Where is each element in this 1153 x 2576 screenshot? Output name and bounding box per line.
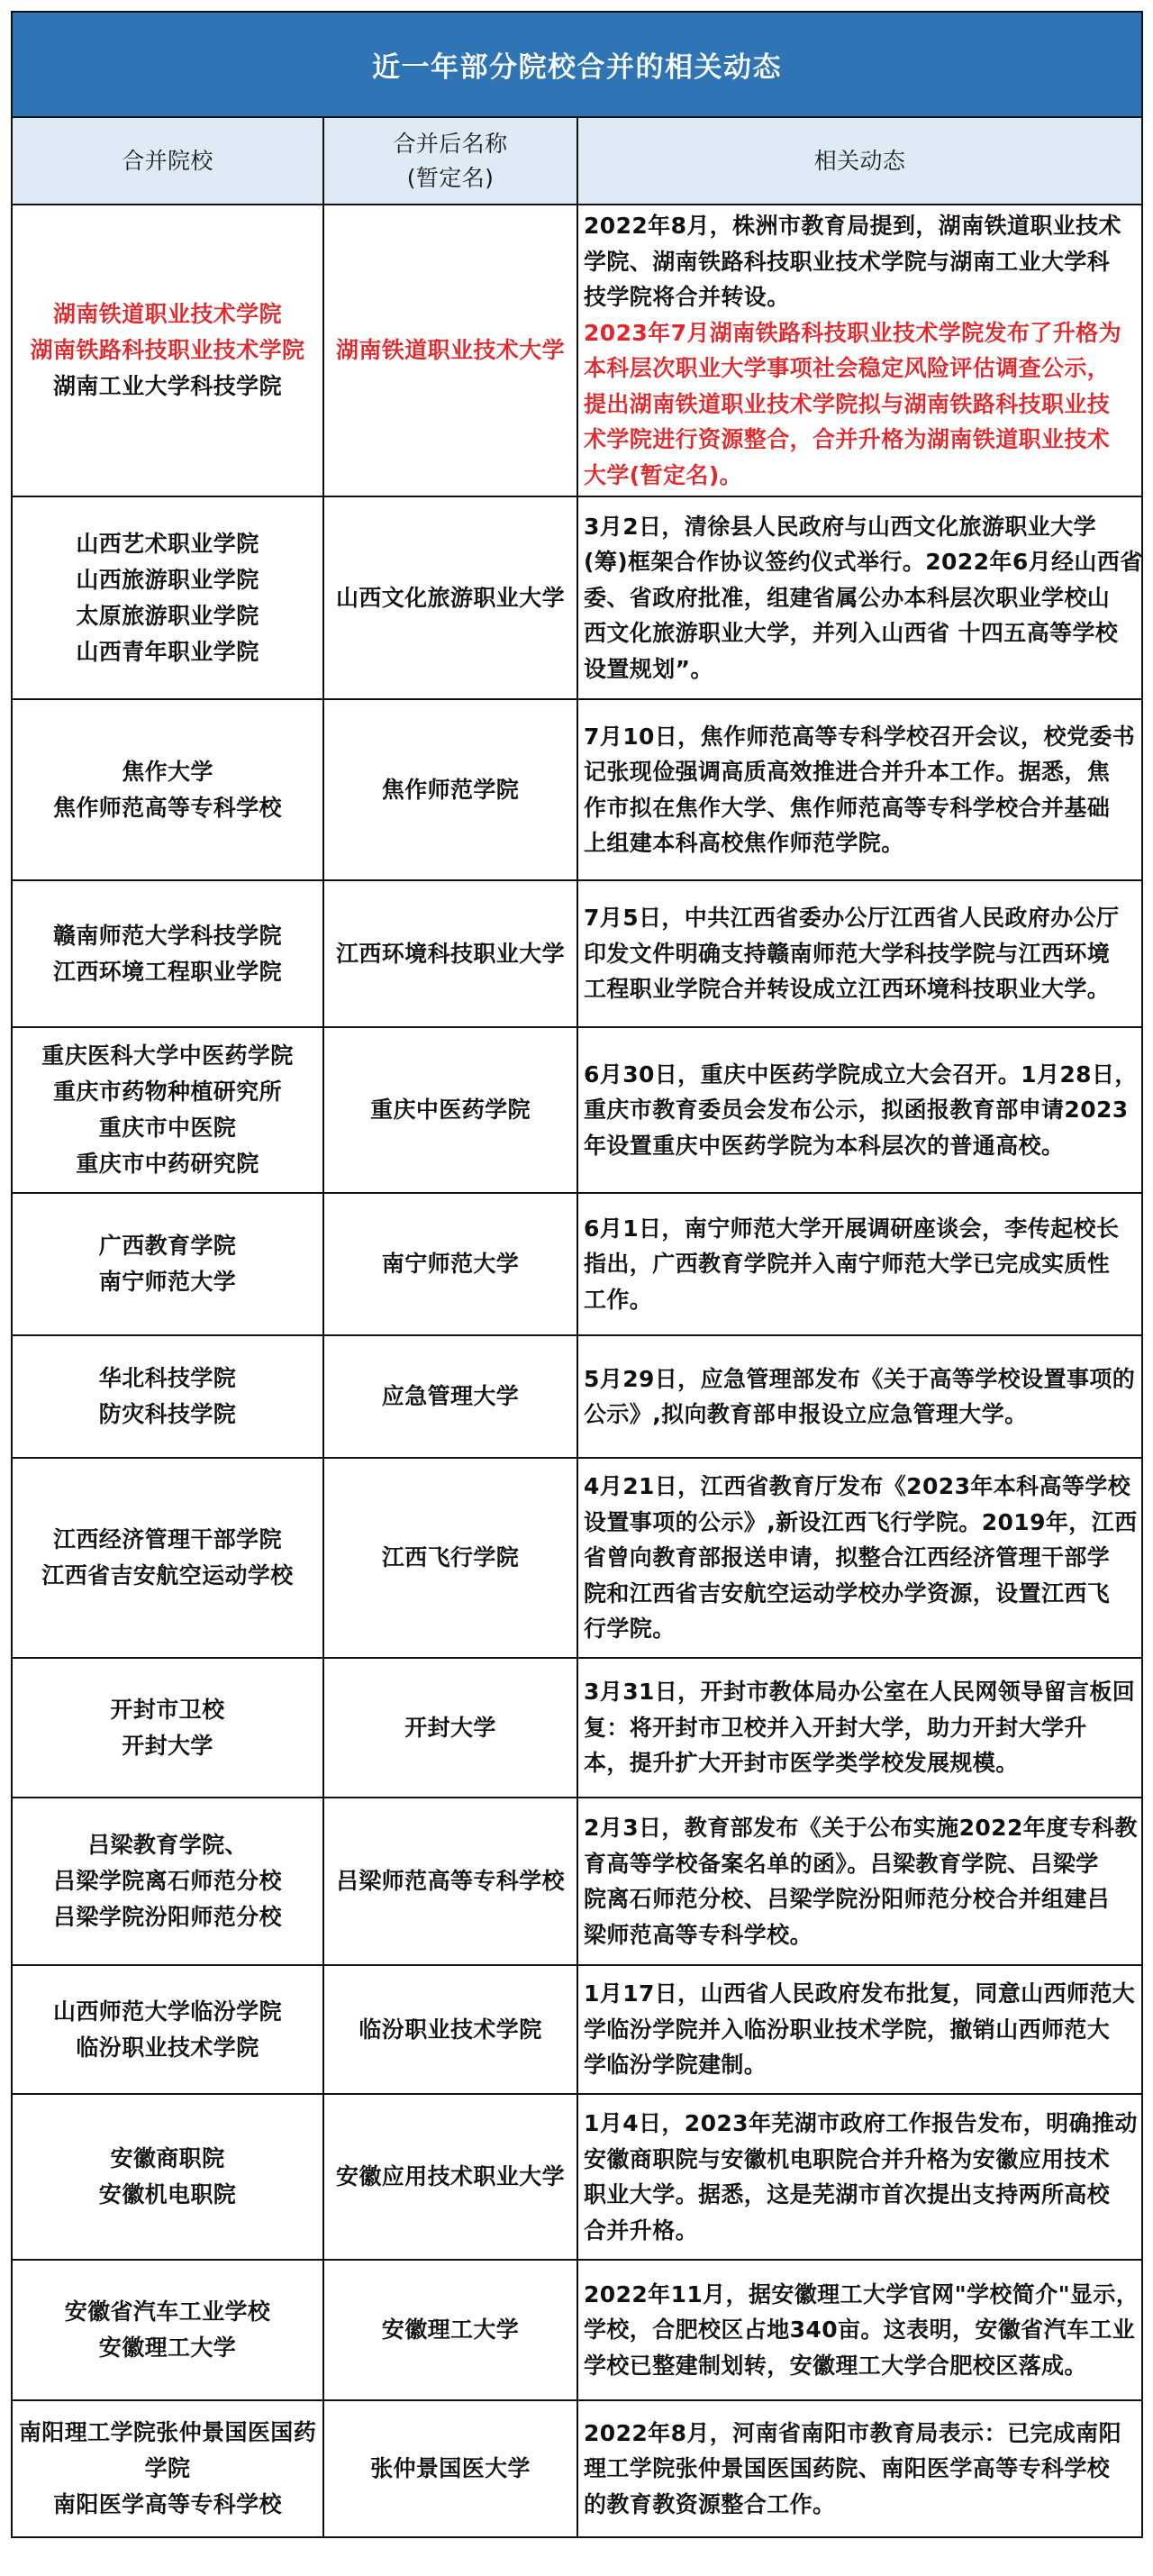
dynamics-line: 印发文件明确支持赣南师范大学科技学院与江西环境: [584, 940, 1111, 967]
dynamics-line: 设置事项的公示》,新设江西飞行学院。2019年，江西: [584, 1508, 1138, 1535]
merged-schools-cell: [12, 496, 323, 699]
dynamics-paragraph: [584, 1674, 1138, 1781]
dynamics-line: 院和江西省吉安航空运动学校办学资源，设置江西飞: [584, 1579, 1111, 1607]
dynamics-paragraph: [584, 208, 1138, 315]
school-name: 重庆市中医院: [98, 1115, 237, 1141]
dynamics-paragraph: [584, 1211, 1138, 1318]
merged-schools-cell: [12, 880, 323, 1027]
table-row: [12, 1335, 1142, 1458]
dynamics-cell: [577, 2260, 1142, 2400]
merged-name: 山西文化旅游职业大学: [335, 584, 565, 611]
merged-schools-cell: [12, 1965, 323, 2094]
school-name: 南宁师范大学: [98, 1269, 237, 1295]
dynamics-line: 2023年7月湖南铁路科技职业技术学院发布了升格为: [584, 319, 1121, 346]
school-name: 防灾科技学院: [98, 1401, 237, 1427]
table-row: [12, 2094, 1142, 2260]
merged-schools-cell: [12, 205, 323, 496]
dynamics-line: 2月3日，教育部发布《关于公布实施2022年度专科教: [584, 1815, 1138, 1841]
dynamics-line: 7月10日，焦作师范高等专科学校召开会议，校党委书: [584, 723, 1136, 750]
dynamics-line: 年设置重庆中医药学院为本科层次的普通高校。: [584, 1132, 1065, 1159]
merged-name-cell: [323, 2400, 577, 2537]
dynamics-line: 西文化旅游职业大学，并列入山西省 十四五高等学校: [584, 620, 1119, 647]
school-name: 山西师范大学临汾学院: [52, 1998, 282, 2025]
dynamics-cell: [577, 1658, 1142, 1798]
dynamics-line: 上组建本科高校焦作师范学院。: [584, 830, 904, 856]
merged-name: 焦作师范学院: [381, 776, 520, 803]
dynamics-cell: [577, 2094, 1142, 2260]
column-header-schools: [12, 117, 323, 205]
merged-name-cell: [323, 1798, 577, 1965]
merged-name: 南宁师范大学: [381, 1251, 520, 1277]
dynamics-line: 5月29日，应急管理部发布《关于高等学校设置事项的: [584, 1365, 1136, 1392]
school-name: 赣南师范大学科技学院: [52, 922, 282, 949]
dynamics-cell: [577, 1798, 1142, 1965]
merged-name: 应急管理大学: [381, 1383, 520, 1409]
table-row: [12, 699, 1142, 880]
table-row: [12, 496, 1142, 699]
merged-schools-cell: [12, 1798, 323, 1965]
dynamics-line: 6月1日，南宁师范大学开展调研座谈会，李传起校长: [584, 1215, 1120, 1242]
dynamics-line: 大学(暂定名)。: [584, 461, 743, 488]
merged-name-cell: [323, 1193, 577, 1335]
school-name: 江西环境工程职业学院: [52, 958, 282, 985]
dynamics-line: 1月4日，2023年芜湖市政府工作报告发布，明确推动: [584, 2110, 1138, 2136]
school-name: 重庆市中药研究院: [76, 1151, 259, 1177]
merged-name: 张仲景国医大学: [370, 2455, 531, 2481]
dynamics-paragraph: [584, 315, 1138, 494]
table-row: [12, 1458, 1142, 1658]
merged-schools-cell: [12, 1658, 323, 1798]
merged-name-cell: [323, 496, 577, 699]
table-row: [12, 1965, 1142, 2094]
school-merger-table: [11, 11, 1143, 2538]
dynamics-cell: [577, 1027, 1142, 1193]
dynamics-paragraph: [584, 719, 1138, 861]
school-name: 吕梁学院汾阳师范分校: [52, 1904, 282, 1930]
dynamics-line: 安徽商职院与安徽机电职院合并升格为安徽应用技术: [584, 2145, 1111, 2172]
dynamics-paragraph: [584, 1810, 1138, 1952]
column-header-merged-name-note: (暂定名): [406, 164, 495, 191]
dynamics-line: 6月30日，重庆中医药学院成立大会召开。1月28日，: [584, 1060, 1138, 1088]
merged-schools-cell: [12, 1027, 323, 1193]
dynamics-line: 7月5日，中共江西省委办公厅江西省人民政府办公厅: [584, 905, 1120, 932]
dynamics-line: 4月21日，江西省教育厅发布《2023年本科高等学校: [584, 1473, 1131, 1500]
dynamics-line: 3月2日，清徐县人民政府与山西文化旅游职业大学: [584, 513, 1096, 540]
column-header-dynamics-label: 相关动态: [813, 147, 906, 174]
dynamics-cell: [577, 2400, 1142, 2537]
dynamics-line: 工作。: [584, 1286, 653, 1313]
school-name: 山西艺术职业学院: [76, 530, 259, 557]
dynamics-paragraph: [584, 2277, 1138, 2384]
school-name: 华北科技学院: [98, 1365, 237, 1391]
table-row: [12, 205, 1142, 496]
merged-schools-cell: [12, 2260, 323, 2400]
school-name: 山西青年职业学院: [76, 638, 259, 665]
merged-name-cell: [323, 1027, 577, 1193]
dynamics-cell: [577, 1965, 1142, 2094]
merged-name: 重庆中医药学院: [370, 1097, 531, 1123]
dynamics-paragraph: [584, 1361, 1138, 1433]
merged-name-cell: [323, 2094, 577, 2260]
school-name: 安徽商职院: [110, 2145, 225, 2171]
table-title: 近一年部分院校合并的相关动态: [12, 12, 1142, 117]
school-name: 太原旅游职业学院: [76, 602, 259, 629]
merged-schools-cell: [12, 699, 323, 880]
merged-name: 江西飞行学院: [381, 1544, 520, 1570]
merged-name-cell: [323, 880, 577, 1027]
table-row: [12, 2260, 1142, 2400]
school-name: 广西教育学院: [98, 1233, 237, 1259]
dynamics-line: 学临汾学院建制。: [584, 2052, 767, 2079]
dynamics-line: 本科层次职业大学事项社会稳定风险评估调查公示，: [584, 355, 1111, 381]
school-name: 湖南铁路科技职业技术学院: [30, 337, 305, 363]
dynamics-paragraph: [584, 1976, 1138, 2083]
dynamics-cell: [577, 699, 1142, 880]
table-row: [12, 2400, 1142, 2537]
school-name: 湖南铁道职业技术学院: [52, 301, 282, 327]
dynamics-cell: [577, 1193, 1142, 1335]
school-name: 安徽理工大学: [98, 2335, 237, 2361]
school-name: 开封市卫校: [110, 1696, 225, 1723]
dynamics-line: 行学院。: [584, 1616, 676, 1643]
dynamics-line: 公示》,拟向教育部申报设立应急管理大学。: [584, 1401, 1028, 1427]
dynamics-line: 1月17日，山西省人民政府发布批复，同意山西师范大: [584, 1980, 1136, 2007]
dynamics-paragraph: [584, 2106, 1138, 2248]
merged-name-cell: [323, 699, 577, 880]
dynamics-line: 重庆市教育委员会发布公示，拟函报教育部申请2023: [584, 1097, 1129, 1124]
merged-name-cell: [323, 1458, 577, 1658]
dynamics-cell: [577, 205, 1142, 496]
school-name: 南阳医学高等专科学校: [52, 2491, 282, 2517]
merged-schools-cell: [12, 1458, 323, 1658]
school-name: 焦作大学: [122, 758, 213, 785]
merged-name: 吕梁师范高等专科学校: [335, 1868, 565, 1894]
merged-schools-cell: [12, 1335, 323, 1458]
dynamics-line: 的教育教资源整合工作。: [584, 2490, 836, 2517]
table-row: [12, 1027, 1142, 1193]
merged-name: 湖南铁道职业技术大学: [335, 337, 565, 363]
dynamics-cell: [577, 1335, 1142, 1458]
merged-schools-cell: [12, 1193, 323, 1335]
dynamics-line: 院离石师范分校、吕梁学院汾阳师范分校合并组建吕: [584, 1886, 1111, 1912]
dynamics-cell: [577, 880, 1142, 1027]
table-row: [12, 1658, 1142, 1798]
dynamics-line: 本，提升扩大开封市医学类学校发展规模。: [584, 1750, 1019, 1777]
merged-name-cell: [323, 2260, 577, 2400]
dynamics-line: 2022年8月，河南省南阳市教育局表示：已完成南阳: [584, 2419, 1121, 2446]
dynamics-line: 学校已整建制划转，安徽理工大学合肥校区落成。: [584, 2352, 1087, 2379]
school-name: 江西经济管理干部学院: [52, 1526, 282, 1552]
table-row: [12, 1798, 1142, 1965]
table-row: [12, 1193, 1142, 1335]
merged-name: 安徽应用技术职业大学: [335, 2163, 565, 2189]
school-name: 焦作师范高等专科学校: [52, 794, 282, 821]
dynamics-cell: [577, 1458, 1142, 1658]
school-name: 安徽机电职院: [98, 2181, 237, 2207]
dynamics-line: (筹)框架合作协议签约仪式举行。2022年6月经山西省: [584, 549, 1143, 576]
dynamics-line: 育高等学校备案名单的函》。吕梁教育学院、吕梁学: [584, 1850, 1099, 1877]
school-name: 开封大学: [122, 1732, 213, 1759]
school-name: 重庆医科大学中医药学院: [41, 1042, 294, 1069]
table-head: [12, 12, 1142, 205]
dynamics-line: 省曾向教育部报送申请，拟整合江西经济管理干部学: [584, 1544, 1111, 1571]
merged-name: 开封大学: [404, 1714, 496, 1741]
school-name: 湖南工业大学科技学院: [52, 373, 282, 399]
table-row: [12, 880, 1142, 1027]
dynamics-line: 职业大学。据悉，这是芜湖市首次提出支持两所高校: [584, 2181, 1111, 2207]
merged-schools-cell: [12, 2400, 323, 2537]
dynamics-paragraph: [584, 1469, 1138, 1647]
table-body: [12, 205, 1142, 2537]
dynamics-line: 学校，合肥校区占地340亩。这表明，安徽省汽车工业: [584, 2317, 1136, 2344]
column-header-row: [12, 117, 1142, 205]
dynamics-line: 梁师范高等专科学校。: [584, 1921, 813, 1948]
dynamics-line: 设置规划”。: [584, 655, 713, 682]
title-row: [12, 12, 1142, 117]
merged-name: 江西环境科技职业大学: [335, 940, 565, 967]
dynamics-paragraph: [584, 2416, 1138, 2523]
column-header-merged-name-label: 合并后名称: [393, 130, 508, 157]
dynamics-paragraph: [584, 509, 1143, 687]
dynamics-line: 合并升格。: [584, 2216, 699, 2244]
dynamics-line: 2022年8月，株洲市教育局提到，湖南铁道职业技术: [584, 213, 1121, 239]
dynamics-line: 委、省政府批准，组建省属公办本科层次职业学校山: [584, 584, 1111, 611]
school-name: 安徽省汽车工业学校: [64, 2298, 271, 2325]
dynamics-line: 指出，广西教育学院并入南宁师范大学已完成实质性: [584, 1251, 1111, 1278]
dynamics-paragraph: [584, 900, 1138, 1007]
dynamics-line: 2022年11月，据安徽理工大学官网"学校简介"显示，: [584, 2280, 1139, 2307]
dynamics-line: 作市拟在焦作大学、焦作师范高等专科学校合并基础: [584, 794, 1111, 821]
dynamics-line: 提出湖南铁道职业技术学院拟与湖南铁路科技职业技: [584, 390, 1111, 417]
school-name: 吕梁学院离石师范分校: [52, 1868, 282, 1894]
dynamics-line: 术学院进行资源整合，合并升格为湖南铁道职业技术: [584, 426, 1111, 452]
merged-name-cell: [323, 1965, 577, 2094]
school-name: 重庆市药物种植研究所: [52, 1079, 282, 1105]
school-name: 山西旅游职业学院: [76, 566, 259, 593]
column-header-merged-name: [323, 117, 577, 205]
school-name: 南阳理工学院张仲景国医国药学院: [18, 2419, 317, 2481]
merged-name: 临汾职业技术学院: [359, 2016, 542, 2043]
dynamics-line: 复：将开封市卫校并入开封大学，助力开封大学升: [584, 1714, 1087, 1741]
merged-schools-cell: [12, 2094, 323, 2260]
dynamics-line: 3月31日，开封市教体局办公室在人民网领导留言板回: [584, 1679, 1136, 1706]
column-header-schools-label: 合并院校: [122, 147, 213, 174]
merged-name: 安徽理工大学: [381, 2317, 520, 2343]
school-name: 临汾职业技术学院: [76, 2034, 259, 2061]
dynamics-line: 工程职业学院合并转设成立江西环境科技职业大学。: [584, 976, 1111, 1003]
merged-name-cell: [323, 205, 577, 496]
dynamics-line: 学院、湖南铁路科技职业技术学院与湖南工业大学科: [584, 248, 1111, 275]
dynamics-cell: [577, 496, 1142, 699]
dynamics-line: 技学院将合并转设。: [584, 284, 790, 310]
dynamics-line: 学临汾学院并入临汾职业技术学院，撤销山西师范大: [584, 2016, 1111, 2043]
school-name: 江西省吉安航空运动学校: [41, 1562, 294, 1588]
merged-name-cell: [323, 1335, 577, 1458]
school-name: 吕梁教育学院、: [87, 1832, 248, 1858]
column-header-dynamics: [577, 117, 1142, 205]
dynamics-line: 理工学院张仲景国医国药院、南阳医学高等专科学校: [584, 2455, 1111, 2482]
dynamics-paragraph: [584, 1057, 1138, 1164]
merged-name-cell: [323, 1658, 577, 1798]
dynamics-line: 记张现俭强调高质高效推进合并升本工作。据悉，焦: [584, 759, 1111, 785]
